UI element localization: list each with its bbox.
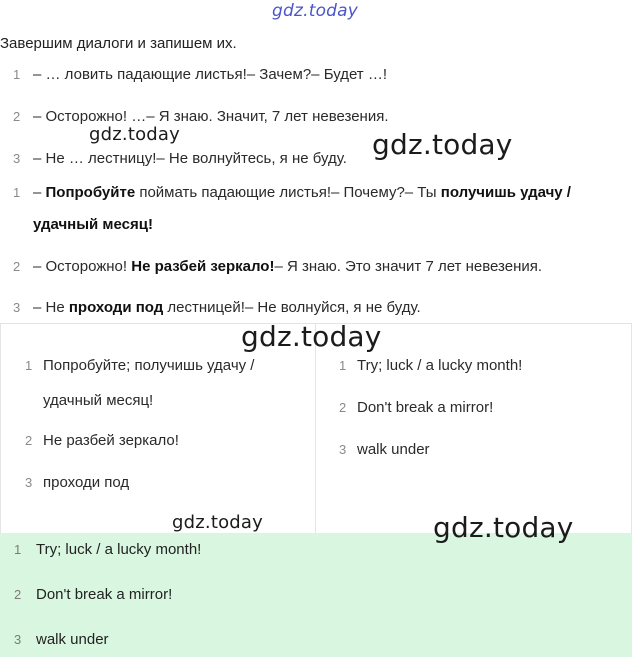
dialogue-text: – Осторожно! …– Я знаю. Значит, 7 лет невезения. bbox=[33, 108, 389, 125]
grid-item-1 bbox=[339, 357, 522, 374]
dialogue-text: – … ловить падающие листья!– Зачем?– Будет …! bbox=[33, 66, 388, 83]
line-number: 1 bbox=[13, 67, 21, 82]
line-number: 1 bbox=[13, 185, 21, 200]
item-text: Не разбей зеркало! bbox=[43, 432, 179, 449]
grid-item-3 bbox=[25, 474, 129, 491]
line-number: 2 bbox=[13, 109, 21, 124]
completed-line-1 bbox=[13, 184, 571, 201]
answer-column-russian bbox=[0, 324, 316, 534]
answer-item-1 bbox=[14, 541, 201, 558]
item-number: 3 bbox=[339, 442, 347, 457]
watermark-top: gdz.today bbox=[272, 1, 359, 21]
item-number: 3 bbox=[14, 632, 22, 647]
dialogue-line-1 bbox=[13, 66, 387, 83]
item-text: walk under bbox=[36, 631, 109, 648]
answer-item-3 bbox=[14, 631, 109, 648]
answer-grid bbox=[0, 323, 632, 534]
line-number: 3 bbox=[13, 300, 21, 315]
answer-column-english bbox=[316, 324, 632, 534]
dialogue-text: – Не … лестницу!– Не волнуйтесь, я не буду. bbox=[33, 150, 347, 167]
grid-item-2 bbox=[25, 432, 179, 449]
item-text: Попробуйте; получишь удачу / bbox=[43, 357, 255, 374]
item-number: 2 bbox=[14, 587, 22, 602]
grid-item-3 bbox=[339, 441, 430, 458]
watermark: gdz.today bbox=[372, 128, 513, 161]
exercise-instruction: Завершим диалоги и запишем их. bbox=[0, 35, 237, 52]
completed-line-1-continued bbox=[33, 216, 153, 233]
answer-bold: Не разбей зеркало! bbox=[131, 258, 275, 275]
item-text: Try; luck / a lucky month! bbox=[36, 541, 202, 558]
watermark: gdz.today bbox=[172, 512, 264, 533]
line-number: 3 bbox=[13, 151, 21, 166]
answer-key-panel bbox=[0, 533, 632, 657]
answer-bold: проходи под bbox=[68, 299, 164, 316]
completed-line-2 bbox=[13, 258, 542, 275]
watermark: gdz.today bbox=[241, 320, 382, 353]
text-part: поймать падающие листья!– Почему?– Ты bbox=[135, 184, 441, 201]
item-text: Don't break a mirror! bbox=[36, 586, 173, 603]
text-part: – Не bbox=[33, 299, 69, 316]
item-number: 1 bbox=[25, 358, 33, 373]
dialogue-line-3 bbox=[13, 150, 347, 167]
item-text: walk under bbox=[357, 441, 430, 458]
answer-bold: получишь удачу / bbox=[440, 184, 571, 201]
line-number: 2 bbox=[13, 259, 21, 274]
item-number: 1 bbox=[339, 358, 347, 373]
item-text: проходи под bbox=[43, 474, 130, 491]
dialogue-line-2 bbox=[13, 108, 389, 125]
watermark: gdz.today bbox=[89, 124, 181, 145]
text-part: лестницей!– Не волнуйся, я не буду. bbox=[163, 299, 421, 316]
item-text: Try; luck / a lucky month! bbox=[357, 357, 523, 374]
text-part: – Осторожно! bbox=[33, 258, 132, 275]
grid-item-1 bbox=[25, 357, 254, 374]
item-number: 2 bbox=[25, 433, 33, 448]
text-part: – bbox=[33, 184, 46, 201]
answer-bold: Попробуйте bbox=[45, 184, 136, 201]
answer-item-2 bbox=[14, 586, 172, 603]
watermark: gdz.today bbox=[433, 511, 574, 544]
item-text: Don't break a mirror! bbox=[357, 399, 494, 416]
item-number: 3 bbox=[25, 475, 33, 490]
text-part: – Я знаю. Это значит 7 лет невезения. bbox=[274, 258, 543, 275]
answer-bold: удачный месяц! bbox=[33, 216, 153, 233]
grid-item-1-continued: удачный месяц! bbox=[43, 392, 154, 409]
completed-line-3 bbox=[13, 299, 421, 316]
item-number: 2 bbox=[339, 400, 347, 415]
item-number: 1 bbox=[14, 542, 22, 557]
grid-item-2 bbox=[339, 399, 493, 416]
